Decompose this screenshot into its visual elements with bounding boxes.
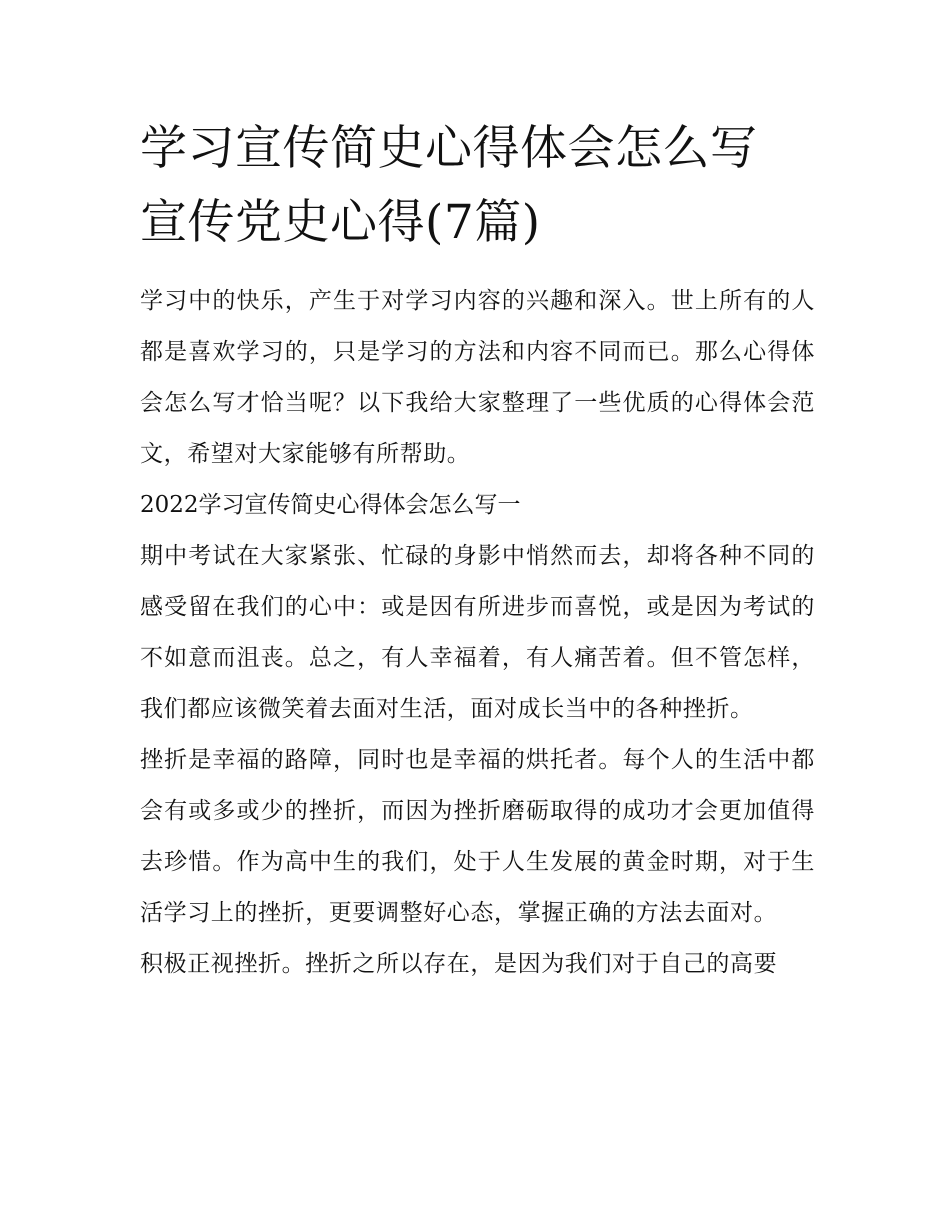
document-title-line-2: 宣传党史心得(7篇) — [140, 195, 541, 250]
document-title — [140, 112, 815, 260]
body-paragraph: 期中考试在大家紧张、忙碌的身影中悄然而去，却将各种不同的感受留在我们的心中：或是因有所进步而喜悦，或是因为考试的不如意而沮丧。总之，有人幸福着，有人痛苦着。但不管怎样，我们都应该微笑着去面对生活，面对成长当中的各种挫折。 — [140, 543, 815, 722]
document-title-line-1: 学习宣传简史心得体会怎么写 — [140, 121, 758, 176]
document-content — [140, 112, 815, 990]
document-body — [140, 276, 815, 990]
intro-paragraph: 学习中的快乐，产生于对学习内容的兴趣和深入。世上所有的人都是喜欢学习的，只是学习的方法和内容不同而已。那么心得体会怎么写才恰当呢？以下我给大家整理了一些优质的心得体会范文，希望对大家能够有所帮助。 — [140, 288, 815, 467]
body-paragraph: 积极正视挫折。挫折之所以存在，是因为我们对于自己的高要 — [140, 951, 778, 977]
section-heading: 2022学习宣传简史心得体会怎么写一 — [140, 492, 521, 518]
body-paragraph: 挫折是幸福的路障，同时也是幸福的烘托者。每个人的生活中都会有或多或少的挫折，而因为挫折磨砺取得的成功才会更加值得去珍惜。作为高中生的我们，处于人生发展的黄金时期，对于生活学习上的挫折，更要调整好心态，掌握正确的方法去面对。 — [140, 747, 815, 926]
